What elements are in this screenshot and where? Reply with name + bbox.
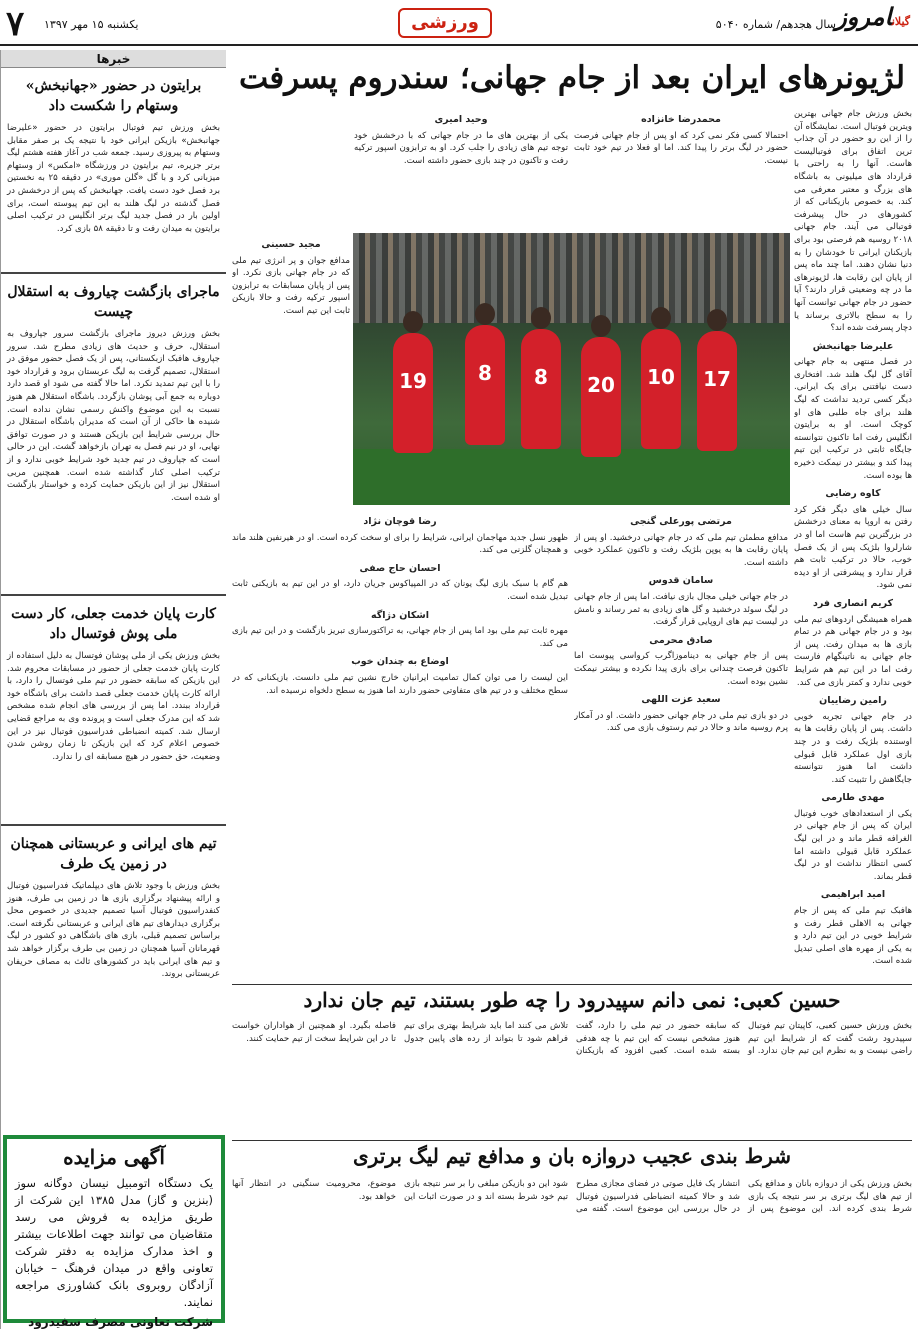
article-column bbox=[232, 233, 350, 505]
author-name: صادق محرمی bbox=[649, 634, 713, 646]
author-text: ظهور نسل جدید مهاجمان ایرانی، شرایط را برای او سخت کرده است. او در هیرنفین هلند ماند و همچنان گلزنی می کند. bbox=[232, 532, 568, 556]
player-figure: 8 bbox=[521, 329, 561, 449]
author-name: محمدرضا خانزاده bbox=[641, 114, 721, 125]
author-name: اوضاع به چندان خوب bbox=[351, 656, 449, 668]
author-text: هافبک تیم ملی که پس از جام جهانی به الاهلی قطر رفت و شرایط خوبی در این تیم دارد و به یکی از مهره های اصلی تبدیل شده است. bbox=[794, 906, 912, 967]
auction-ad bbox=[3, 1135, 225, 1329]
author-text: مهره ثابت تیم ملی بود اما پس از جام جهانی، به تراکتورسازی تبریز بازگشت و در این تیم بازی می کند. bbox=[232, 626, 568, 649]
sidebar-story-body: بخش ورزش دیروز ماجرای بازگشت سرور جپاروف به استقلال، حرف و حدیث های زیادی مطرح شد. سرور جپاروف هافبک ازبکستانی، پس از یک فصل حضور موفق در استقلال، تصمیم گرفت به لیگ عربستان برود و قرارداد خود را با این تیم تمدید نکرد. اما حالا گفته می شود او قصد دارد دوباره به جمع آبی پوشان بازگردد. باشگاه استقلال هم هنوز نسبت به این موضوع واکنش رسمی نشان نداده است. شنیده ها حاکی از آن است که مدیران باشگاه استقلال در حال بررسی شرایط این بازیکن هستند و در صورت توافق نهایی، او در نیم فصل به تهران بازخواهد گشت. این در حالی است که جپاروف در تیم جدید خود شرایط خوبی ندارد و از ترکیب اصلی کنار گذاشته شده است. همچنین مربی استقلال نیز از این بازیکن حمایت کرده و خواستار بازگشت او شده است. bbox=[7, 329, 220, 503]
page-number: ۷ bbox=[6, 4, 25, 44]
article-column bbox=[354, 108, 568, 230]
player-figure: 8 bbox=[465, 325, 505, 445]
author-text: مدافع مطمئن تیم ملی که در جام جهانی درخشید. او پس از پایان رقابت ها به یوپن بلژیک رفت و تاکنون عملکرد خوبی داشته است. bbox=[574, 532, 788, 568]
author-name: امید ابراهیمی bbox=[820, 889, 886, 901]
news-sidebar bbox=[0, 50, 226, 1329]
issue-date: یکشنبه ۱۵ مهر ۱۳۹۷ bbox=[44, 18, 139, 31]
author-text: مدافع جوان و پر انرژی تیم ملی که در جام جهانی بازی نکرد. او پس از پایان مسابقات به ترابزون اسپور ترکیه رفت و حالا بازیکن ثابت این تیم است. bbox=[232, 255, 350, 316]
author-name: احسان حاج صفی bbox=[359, 562, 441, 574]
author-text: سال خیلی های دیگر فکر کرد رفتن به اروپا به معنای درخشش در بزرگترین تیم هاست اما او در شارلروا بلژیک پس از یک فصل خوب، حالا در ترکیب ثابت هم قرار ندارد و پیشرفتی از او دیده نمی شود. bbox=[794, 504, 912, 591]
author-text: احتمالا کسی فکر نمی کرد که او پس از جام جهانی فرصت حضور در لیگ برتر را پیدا کند. اما او فعلا در تیم خود ثابت نیست. bbox=[574, 130, 788, 166]
sidebar-story bbox=[1, 826, 226, 1110]
author-name: سامان قدوس bbox=[648, 575, 714, 587]
sidebar-story bbox=[1, 596, 226, 826]
author-name: وحید امیری bbox=[434, 114, 488, 125]
story-divider bbox=[232, 984, 912, 985]
author-name: اشکان دژاگه bbox=[371, 609, 429, 621]
team-celebration-photo bbox=[353, 233, 790, 505]
sidebar-story-body: بخش ورزش با وجود تلاش های دیپلماتیک فدراسیون فوتبال و ارائه پیشنهاد برگزاری بازی ها در زمین بی طرف، هنوز کنفدراسیون فوتبال آسیا تصمیم جدیدی در خصوص محل برگزاری دیدارهای تیم های ایرانی و عربستانی نگرفته است. براساس تصمیم قبلی، بازی های باشگاهی دو کشور در لیگ قهرمانان آسیا همچنان در زمین بی طرف برگزار خواهد شد و تیم های ایرانی باید در کشورهای ثالث به مصاف حریفان عربستانی بروند. bbox=[7, 881, 220, 980]
author-name: مجید حسینی bbox=[261, 239, 321, 250]
story3-headline: شرط بندی عجیب دروازه بان و مدافع تیم لیگ برتری bbox=[353, 1144, 791, 1168]
author-text: در فصل منتهی به جام جهانی آقای گل لیگ هلند شد. افتخاری دست نیافتنی برای یک ایرانی. دیگر کسی تردید نداشت که لیگ هلند برای جاه طلبی های او کوچک است. او به برایتون انگلیس رفت اما تاکنون نتوانسته جایگاه ثابتی در ترکیب این تیم پیدا کند و بیشتر در نیمکت ذخیره ها بوده است. bbox=[794, 357, 912, 481]
article-column bbox=[232, 510, 568, 980]
ad-signature: شرکت تعاونی مصرف سفیدرود bbox=[28, 1315, 213, 1329]
sidebar-story-headline: تیم های ایرانی و عربستانی همچنان در زمین یک طرف bbox=[10, 836, 217, 872]
author-text: هم گام با سبک بازی لیگ یونان که در المپیاکوس جریان دارد، او در این تیم به بازیکنی ثابت تبدیل شده است. bbox=[232, 579, 568, 602]
sidebar-story-headline: برایتون در حضور «جهانبخش» وستهام را شکست داد bbox=[25, 78, 202, 114]
sidebar-rubric: خبرها bbox=[1, 50, 226, 68]
story2-headline: حسین کعبی: نمی دانم سپیدرود را چه طور بستند، تیم جان ندارد bbox=[303, 988, 841, 1012]
sidebar-story-headline: کارت پایان خدمت جعلی، کار دست ملی پوش فوتسال داد bbox=[11, 606, 216, 642]
author-text: در جام جهانی تجربه خوبی داشت. پس از پایان رقابت ها به اوستنده بلژیک رفت و در چند بازی اول عملکرد قابل قبولی داشت اما هنوز نتوانسته جایگاهش را تثبیت کند. bbox=[794, 711, 912, 785]
author-name: کریم انصاری فرد bbox=[813, 597, 893, 609]
sidebar-story bbox=[1, 68, 226, 274]
main-headline: لژیونرهای ایران بعد از جام جهانی؛ سندروم پسرفت bbox=[238, 60, 906, 96]
issue-number: سال هجدهم/ شماره ۵۰۴۰ bbox=[715, 18, 836, 31]
article-intro: بخش ورزش جام جهانی بهترین ویترین فوتبال است. نمایشگاه آن را از این رو حضور در آن جذاب ترین اتفاق برای فوتبالیست هاست. آنها را به راحتی با قرارداد های میلیونی به باشگاه های بزرگ و معتبر معرفی می کند. به خصوص بازیکنانی که از کشورهای در حال پیشرفت فوتبالی می آیند. جام جهانی ۲۰۱۸ روسیه هم فرصتی بود برای بازیکنان ایرانی تا خودشان را به دنیا نشان دهند. اما چند ماه پس از پایان این رقابت ها، لژیونرهای ما در چه وضعیتی قرار دارند؟ آیا حضور در جام جهانی توانست آنها را به سطح بالاتری برساند یا دچار پسرفت شده اند؟ bbox=[794, 109, 912, 334]
article-column bbox=[794, 108, 912, 980]
story3-body: بخش ورزش یکی از دروازه بانان و مدافع یکی از تیم های لیگ برتری بر سر نتیجه یک بازی شرط بندی کرده اند. این موضوع پس از انتشار یک فایل صوتی در فضای مجازی مطرح شد و حالا کمیته انضباطی فدراسیون فوتبال در حال بررسی این موضوع است. گفته می شود این دو بازیکن مبلغی را بر سر نتیجه بازی تیم خود شرط بسته اند و در صورت اثبات این موضوع، محرومیت سنگینی در انتظار آنها خواهد بود. bbox=[232, 1179, 912, 1215]
author-text: در دو بازی تیم ملی در جام جهانی حضور داشت. او در آمکار پرم روسیه ماند و حالا در تیم رستوف بازی می کند. bbox=[574, 710, 788, 734]
logo-text: امروز bbox=[835, 2, 892, 31]
logo-prefix: گیلان bbox=[891, 15, 910, 28]
ad-title: آگهی مزایده bbox=[63, 1145, 165, 1169]
player-figure: 17 bbox=[697, 331, 737, 451]
author-text: یکی از استعدادهای خوب فوتبال ایران که پس از جام جهانی در الغرافه قطر ماند و در این لیگ عملکرد قابل قبولی داشته اما کسی انتظار نداشت او در لیگ قطر بماند. bbox=[794, 808, 912, 882]
author-name: مرتضی پورعلی گنجی bbox=[630, 516, 732, 527]
ad-body: یک دستگاه اتومبیل نیسان دوگانه سوز (بنزین و گاز) مدل ۱۳۸۵ این شرکت از طریق مزایده به فروش می رسد متقاضیان می توانند جهت اطلاعات بیشتر و اخذ مدارک مزایده به دفتر شرکت تعاونی واقع در میدان فرهنگ – خیابان آزادگان روبروی بانک کشاورزی مراجعه نمایند. bbox=[15, 1176, 213, 1309]
section-badge: ورزشی bbox=[398, 8, 492, 38]
pitch bbox=[353, 449, 790, 505]
story2-body: بخش ورزش حسین کعبی، کاپیتان تیم فوتبال سپیدرود رشت گفت که از شرایط این تیم راضی نیست و به نظرم این تیم جان ندارد. او که سابقه حضور در تیم ملی را دارد، گفت هنوز مشخص نیست که این تیم با چه هدفی بسته شده است. کعبی افزود که بازیکنان تلاش می کنند اما باید شرایط بهتری برای تیم فراهم شود تا بتواند از رده های پایین جدول فاصله بگیرد. او همچنین از هواداران خواست تا در این شرایط سخت از تیم حمایت کنند. bbox=[232, 1021, 912, 1057]
author-name: علیرضا جهانبخش bbox=[812, 340, 894, 352]
sidebar-story bbox=[1, 274, 226, 596]
main-article bbox=[232, 50, 912, 1215]
author-text: همراه همیشگی اردوهای تیم ملی بود و در جام جهانی هم در تمام بازی ها به میدان رفت. پس از جام جهانی به ناتینگهام فارست رفت اما در این تیم هم شرایط خوبی ندارد و کمتر بازی می کند. bbox=[794, 614, 912, 688]
newspaper-logo bbox=[835, 2, 910, 31]
player-figure: 20 bbox=[581, 337, 621, 457]
author-name: کاوه رضایی bbox=[825, 488, 881, 500]
author-text: یکی از بهترین های ما در جام جهانی که با درخشش خود توجه تیم های زیادی را جلب کرد. او به ترابزون اسپور ترکیه رفت و تاکنون در چند بازی حضور داشته است. bbox=[354, 130, 568, 166]
author-name: سعید عزت اللهی bbox=[641, 694, 721, 706]
author-name: رامین رضاییان bbox=[819, 695, 887, 707]
sidebar-story-body: بخش ورزش یکی از ملی پوشان فوتسال به دلیل استفاده از کارت پایان خدمت جعلی از حضور در مسابقات محروم شد. این بازیکن که سابقه حضور در تیم ملی فوتسال را دارد، با ارائه کارت پایان خدمت جعلی قصد داشت برای باشگاه خود قرارداد ببندد. اما پس از بررسی های انجام شده مشخص شد که این مدرک جعلی است و پرونده وی به مراجع قضایی ارسال شد. کمیته انضباطی فدراسیون فوتبال نیز در این خصوص اعلام کرد که این بازیکن تا زمان روشن شدن وضعیت، حق حضور در هیچ مسابقه ای را ندارد. bbox=[7, 651, 220, 762]
player-figure: 19 bbox=[393, 333, 433, 453]
masthead bbox=[0, 0, 918, 46]
sidebar-story-headline: ماجرای بازگشت چیاروف به استقلال چیست bbox=[7, 284, 220, 320]
author-text: پس از جام جهانی به دیناموزاگرب کرواسی پیوست اما تاکنون فرصت چندانی برای بازی پیدا نکرده و بیشتر نیمکت نشین بوده است. bbox=[574, 651, 788, 687]
sidebar-story-body: بخش ورزش تیم فوتبال برایتون در حضور «علیرضا جهانبخش» بازیکن ایرانی خود با نتیجه یک بر صفر مقابل وستهام به پیروزی رسید. جمعه شب در آغاز هفته هشتم لیگ برتر جزیره، تیم برایتون در ورزشگاه «امکس» از وستهام میزبانی کرد و با گل «گلن موری» در دقیقه ۲۵ به نخستین برد فصل خود دست یافت. جهانبخش که پس از درخشش در فصل گذشته در لیگ هلند به این تیم پیوسته است، برای اولین بار در فصل جدید لیگ برتر انگلیس در ترکیب اصلی برایتون به میدان رفت و تا دقیقه ۵۸ بازی کرد. bbox=[7, 123, 220, 234]
stadium-crowd bbox=[353, 233, 790, 323]
article-column bbox=[574, 510, 788, 980]
player-figure: 10 bbox=[641, 329, 681, 449]
article-column bbox=[574, 108, 788, 230]
story-divider bbox=[232, 1140, 912, 1141]
author-name: رضا قوچان نژاد bbox=[363, 516, 437, 527]
author-name: مهدی طارمی bbox=[821, 792, 885, 804]
author-text: در جام جهانی خیلی مجال بازی نیافت. اما پس از جام جهانی در لیگ سوئد درخشید و گل های زیادی به ثمر رساند و نامش در لیست تیم های اروپایی قرار گرفت. bbox=[574, 591, 788, 628]
author-text: این لیست را می توان کمال تمامیت ایرانیان خارج نشین تیم ملی دانست. بازیکنانی که در سطح مختلف و در تیم های متفاوتی حضور دارند اما هنوز به سطح دلخواه نرسیده اند. bbox=[232, 672, 568, 696]
